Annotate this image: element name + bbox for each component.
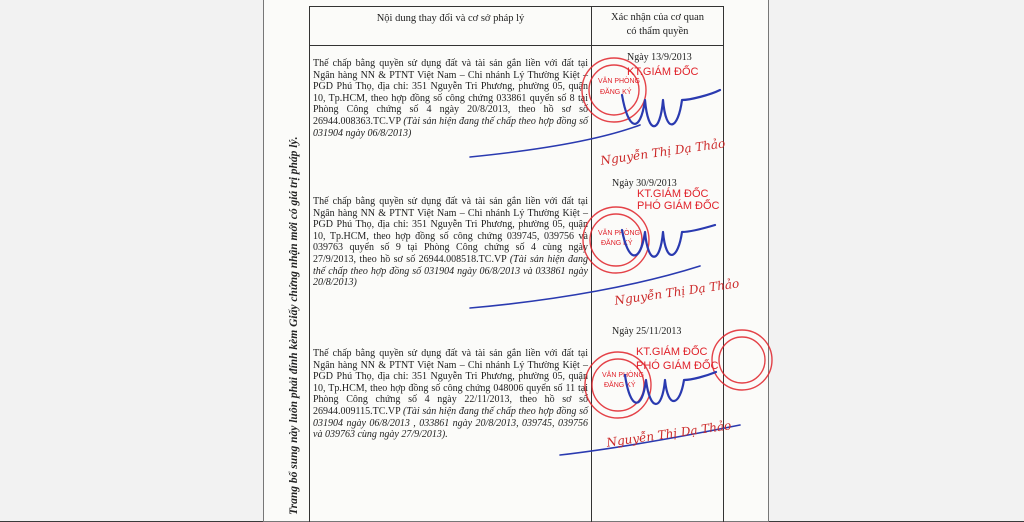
header-right-line1: Xác nhận của cơ quan — [610, 12, 704, 23]
margin-note: Trang bổ sung này luôn phải đính kèm Giấy chứng nhận mới có giá trị pháp lý. — [288, 136, 300, 515]
approval-3-date: Ngày 25/11/2013 — [612, 326, 682, 337]
entry-2-note: (Tài sản hiện đang thế chấp theo hợp đồng số 031904 ngày 06/8/2013 và 033861 ngày 20/8/2013) — [313, 253, 588, 289]
stamp-1-line1: VĂN PHÒNG — [598, 78, 641, 85]
approval-2-title: KT.GIÁM ĐỐC — [637, 188, 709, 200]
stamp-1-line2: ĐĂNG KÝ — [600, 89, 632, 96]
entry-3-note: (Tài sản hiện đang thế chấp theo hợp đồng số 031904 ngày 06/8/2013 , 033861 ngày 20/8/2013, 039745, 039756 và 039763 cùng ngày 27/9/2013). — [313, 405, 588, 441]
signature-3 — [625, 372, 716, 404]
approval-3-subtitle: PHÓ GIÁM ĐỐC — [636, 360, 719, 372]
entry-1-text: Thế chấp bằng quyền sử dụng đất và tài sản gắn liền với đất tại Ngân hàng NN & PTNT Việt Nam – Chi nhánh Lý Thường Kiệt – PGD Phú Thọ, địa chỉ: 351 Nguyễn Tri Phương, phường 05, quận 10, Tp.HCM, theo hợp đồng số công chứng 033861 quyển số 8 tại Phòng Công chứng số 4 ngày 20/8/2013, theo hồ sơ số 26944.008363.TC.VP — [313, 58, 588, 127]
entry-3-text: Thế chấp bằng quyền sử dụng đất và tài sản gắn liền với đất tại Ngân hàng NN & PTNT Việt Nam – Chi nhánh Lý Thường Kiệt – PGD Phú Thọ, địa chỉ: 351 Nguyễn Tri Phương, phường 05, quận 10, Tp.HCM, theo hợp đồng số công chứng 048006 quyển số 11 tại Phòng Công chứng số 4 ngày 22/11/2013, theo hồ sơ số 26944.009115.TC.VP — [313, 348, 588, 417]
approval-2-signer: Nguyễn Thị Dạ Thảo — [613, 276, 741, 308]
approval-2-subtitle: PHÓ GIÁM ĐỐC — [637, 200, 720, 212]
stamp-2-line1: VĂN PHÒNG — [598, 230, 641, 237]
approval-1-title: KT.GIÁM ĐỐC — [627, 66, 699, 78]
approval-2-date: Ngày 30/9/2013 — [612, 178, 677, 189]
signature-2 — [622, 225, 715, 257]
header-left: Nội dung thay đổi và cơ sở pháp lý — [376, 13, 525, 24]
approval-1-date: Ngày 13/9/2013 — [627, 52, 692, 63]
entry-1-note: (Tài sản hiện đang thế chấp theo hợp đồng số 031904 ngày 06/8/2013) — [313, 115, 588, 139]
stamp-3-line1: VĂN PHÒNG — [602, 372, 645, 379]
signature-1 — [622, 90, 720, 126]
approval-1-signer: Nguyễn Thị Dạ Thảo — [599, 136, 727, 168]
approval-3-title: KT.GIÁM ĐỐC — [636, 346, 708, 358]
header-right-line2: có thẩm quyền — [626, 26, 689, 37]
stamp-2-line2: ĐĂNG KÝ — [601, 240, 633, 247]
approval-3-signer: Nguyễn Thị Dạ Thảo — [605, 418, 733, 450]
entry-2-text: Thế chấp bằng quyền sử dụng đất và tài sản gắn liền với đất tại Ngân hàng NN & PTNT Việt Nam – Chi nhánh Lý Thường Kiệt – PGD Phú Thọ, địa chỉ: 351 Nguyễn Tri Phương, phường 05, quận 10, Tp.HCM, theo hợp đồng số công chứng 039745, 039756 và 039763 quyển số 9 tại Phòng Công chứng số 4 cùng ngày 27/9/2013, theo hồ sơ số 26944.008518.TC.VP — [313, 196, 588, 265]
stamp-3-line2: ĐĂNG KÝ — [604, 382, 636, 389]
